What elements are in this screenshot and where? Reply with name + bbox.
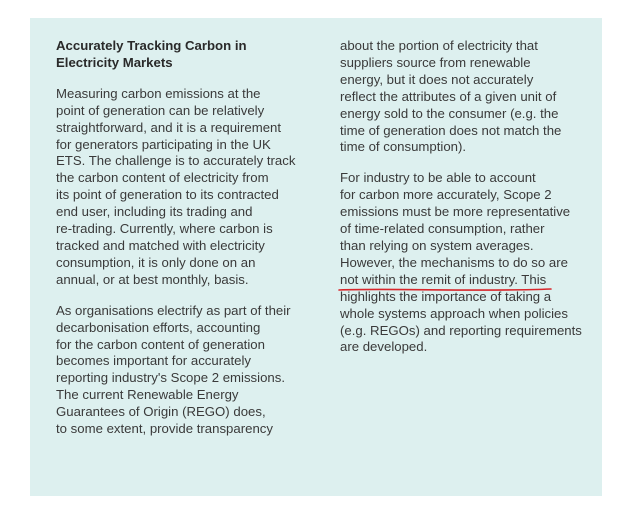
text-line: energy sold to the consumer (e.g. the: [340, 105, 559, 121]
text-line: time of generation does not match the: [340, 122, 562, 138]
text-line: about the portion of electricity that: [340, 38, 538, 53]
paragraph-measuring-carbon: [56, 86, 300, 289]
text-line-annotated: [340, 272, 580, 289]
text-line: energy, but it does not accurately: [340, 71, 534, 87]
right-column: [340, 38, 580, 370]
text-line: As organisations electrify as part of their: [56, 302, 291, 318]
text-line: for generators participating in the UK: [56, 136, 271, 152]
text-line: time of consumption).: [340, 139, 467, 155]
text-line: For industry to be able to account: [340, 170, 536, 186]
text-line: decarbonisation efforts, accounting: [56, 319, 261, 335]
text-line: highlights the importance of taking a: [340, 288, 552, 304]
text-line: emissions must be more representative: [340, 204, 571, 220]
text-line: (e.g. REGOs) and reporting requirements: [340, 322, 582, 338]
text-line: for carbon more accurately, Scope 2: [340, 187, 552, 203]
text-line: its point of generation to its contracted: [56, 187, 279, 203]
text-line: re-trading. Currently, where carbon is: [56, 221, 273, 237]
text-line: of time-related consumption, rather: [340, 221, 545, 237]
text-line: for the carbon content of generation: [56, 336, 265, 352]
article-title: [56, 38, 300, 72]
title-line: Accurately Tracking Carbon in: [56, 38, 247, 53]
text-line: are developed.: [340, 339, 428, 355]
left-column: [56, 38, 300, 452]
underlined-phrase: [340, 272, 518, 289]
text-line: Measuring carbon emissions at the: [56, 85, 261, 101]
paragraph-rego-continued: [340, 38, 580, 156]
text-line: suppliers source from renewable: [340, 54, 531, 70]
text-line: annual, or at best monthly, basis.: [56, 271, 249, 287]
text-line: consumption, it is only done on an: [56, 254, 256, 270]
text-line: to some extent, provide transparency: [56, 421, 273, 437]
article-panel: [30, 18, 602, 496]
underlined-text: not within the remit of industry.: [340, 271, 518, 287]
text-line: ETS. The challenge is to accurately track: [56, 153, 296, 169]
text-line: The current Renewable Energy: [56, 387, 239, 403]
text-line: the carbon content of electricity from: [56, 170, 269, 186]
text-line: end user, including its trading and: [56, 204, 253, 220]
paragraph-industry-accounting: [340, 170, 580, 356]
text-after-underline: This: [517, 271, 547, 287]
text-line: However, the mechanisms to do so are: [340, 254, 568, 270]
text-line: tracked and matched with electricity: [56, 237, 265, 253]
text-line: point of generation can be relatively: [56, 102, 265, 118]
paragraph-organisations-electrify: [56, 303, 300, 438]
text-line: becomes important for accurately: [56, 353, 251, 369]
title-line: Electricity Markets: [56, 54, 173, 70]
text-line: Guarantees of Origin (REGO) does,: [56, 404, 266, 420]
text-line: reflect the attributes of a given unit of: [340, 88, 557, 104]
text-line: reporting industry's Scope 2 emissions.: [56, 370, 286, 386]
red-underline-annotation: [337, 286, 553, 294]
text-line: whole systems approach when policies: [340, 305, 568, 321]
text-line: straightforward, and it is a requirement: [56, 119, 282, 135]
text-line: than relying on system averages.: [340, 237, 534, 253]
